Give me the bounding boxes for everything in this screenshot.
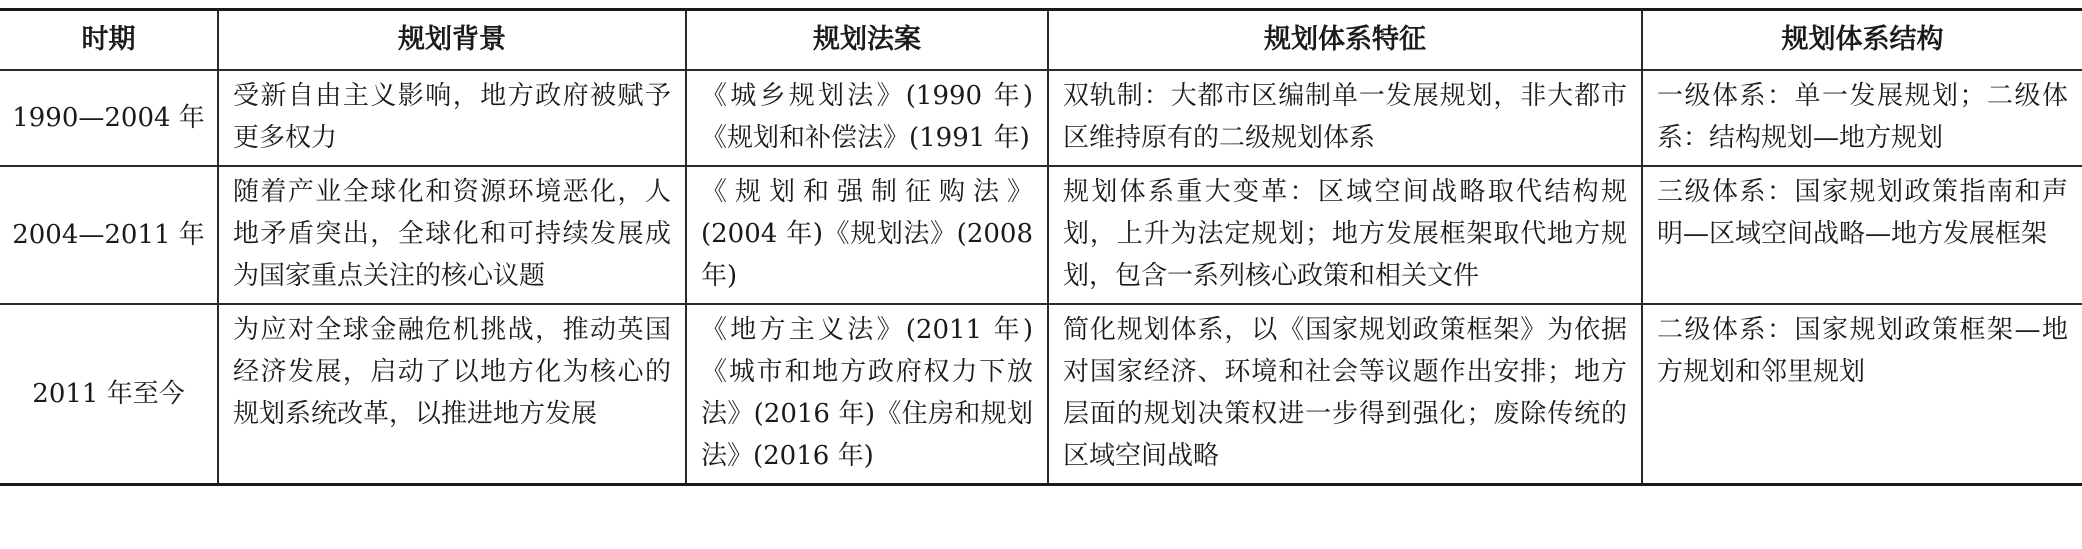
header-features: 规划体系特征 [1048, 10, 1642, 71]
cell-period: 1990—2004 年 [0, 70, 218, 166]
table-body [0, 70, 2082, 485]
cell-background: 为应对全球金融危机挑战，推动英国经济发展，启动了以地方化为核心的规划系统改革，以推进地方发展 [218, 304, 686, 485]
table-row [0, 304, 2082, 485]
cell-structure: 一级体系：单一发展规划；二级体系：结构规划—地方规划 [1642, 70, 2082, 166]
cell-background: 受新自由主义影响，地方政府被赋予更多权力 [218, 70, 686, 166]
cell-structure: 二级体系：国家规划政策框架—地方规划和邻里规划 [1642, 304, 2082, 485]
header-background: 规划背景 [218, 10, 686, 71]
header-structure: 规划体系结构 [1642, 10, 2082, 71]
header-row [0, 10, 2082, 71]
cell-acts: 《地方主义法》(2011 年)《城市和地方政府权力下放法》(2016 年)《住房和规划法》(2016 年) [686, 304, 1048, 485]
cell-period: 2004—2011 年 [0, 166, 218, 304]
table-row [0, 70, 2082, 166]
table-header [0, 10, 2082, 71]
table-row [0, 166, 2082, 304]
header-period: 时期 [0, 10, 218, 71]
cell-acts: 《城乡规划法》(1990 年)《规划和补偿法》(1991 年) [686, 70, 1048, 166]
cell-features: 简化规划体系，以《国家规划政策框架》为依据对国家经济、环境和社会等议题作出安排；地方层面的规划决策权进一步得到强化；废除传统的区域空间战略 [1048, 304, 1642, 485]
cell-structure: 三级体系：国家规划政策指南和声明—区域空间战略—地方发展框架 [1642, 166, 2082, 304]
cell-background: 随着产业全球化和资源环境恶化，人地矛盾突出，全球化和可持续发展成为国家重点关注的核心议题 [218, 166, 686, 304]
cell-acts: 《规划和强制征购法》(2004 年)《规划法》(2008 年) [686, 166, 1048, 304]
cell-features: 规划体系重大变革：区域空间战略取代结构规划，上升为法定规划；地方发展框架取代地方规划，包含一系列核心政策和相关文件 [1048, 166, 1642, 304]
cell-period: 2011 年至今 [0, 304, 218, 485]
header-acts: 规划法案 [686, 10, 1048, 71]
planning-system-table-container [0, 8, 2082, 486]
cell-features: 双轨制：大都市区编制单一发展规划，非大都市区维持原有的二级规划体系 [1048, 70, 1642, 166]
planning-system-table [0, 8, 2082, 486]
